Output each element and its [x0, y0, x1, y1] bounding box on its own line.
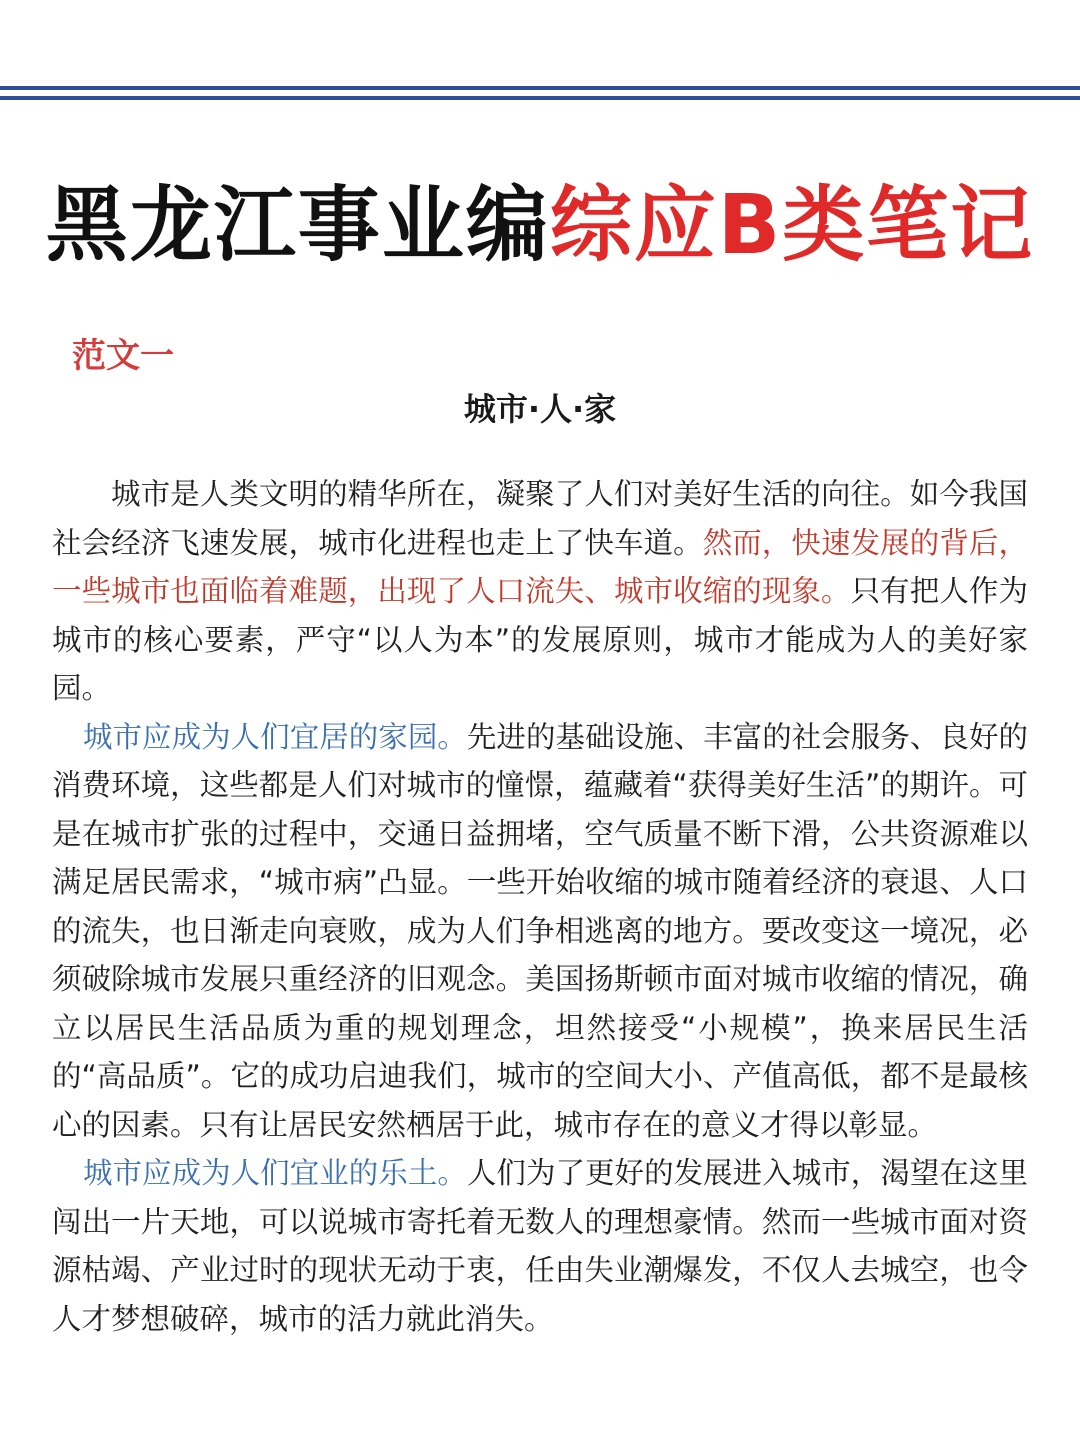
paragraph-2-lead: 城市应成为人们宜居的家园。	[82, 719, 467, 754]
paragraph-1-highlight: 然而，快速发展的背后，一些城市也面临着难题，出现了人口流失、城市收缩的现象。	[52, 525, 1028, 608]
paragraph-3	[52, 1149, 1028, 1343]
essay-body	[52, 470, 1028, 1343]
paragraph-1-rest: 只有把人作为城市的核心要素，严守“以人为本”的发展原则，城市才能成为人的美好家园。	[52, 574, 1028, 705]
paragraph-2-rest: 先进的基础设施、丰富的社会服务、良好的消费环境，这些都是人们对城市的憧憬，蕴藏着“获得美好生活”的期许。可是在城市扩张的过程中，交通日益拥堵，空气质量不断下滑，公共资源难以满足居民需求，“城市病”凸显。一些开始收缩的城市随着经济的衰退、人口的流失，也日渐走向衰败，成为人们争相逃离的地方。要改变这一境况，必须破除城市发展只重经济的旧观念。美国扬斯顿市面对城市收缩的情况，确立以居民生活品质为重的规划理念，坦然接受“小规模”，换来居民生活的“高品质”。它的成功启迪我们，城市的空间大小、产值高低，都不是最核心的因素。只有让居民安然栖居于此，城市存在的意义才得以彰显。	[52, 719, 1028, 1142]
top-double-rule-lower	[0, 96, 1080, 100]
paragraph-3-lead: 城市应成为人们宜业的乐土。	[82, 1156, 467, 1190]
page-title	[0, 178, 1080, 274]
section-label: 范文一	[72, 336, 174, 376]
paragraph-2	[52, 713, 1028, 1150]
paragraph-1	[52, 470, 1028, 713]
page-title-red: 综应B类笔记	[549, 178, 1035, 273]
essay-title: 城市·人·家	[463, 390, 617, 428]
top-double-rule-upper	[0, 86, 1080, 90]
paragraph-1-intro: 城市是人类文明的精华所在，凝聚了人们对美好生活的向往。如今我国社会经济飞速发展，城市化进程也走上了快车道。	[52, 477, 1028, 560]
page-title-black: 黑龙江事业编	[45, 178, 550, 273]
paragraph-3-rest: 人们为了更好的发展进入城市，渴望在这里闯出一片天地，可以说城市寄托着无数人的理想豪情。然而一些城市面对资源枯竭、产业过时的现状无动于衷，任由失业潮爆发，不仅人去城空，也令人才梦想破碎，城市的活力就此消失。	[52, 1156, 1028, 1336]
